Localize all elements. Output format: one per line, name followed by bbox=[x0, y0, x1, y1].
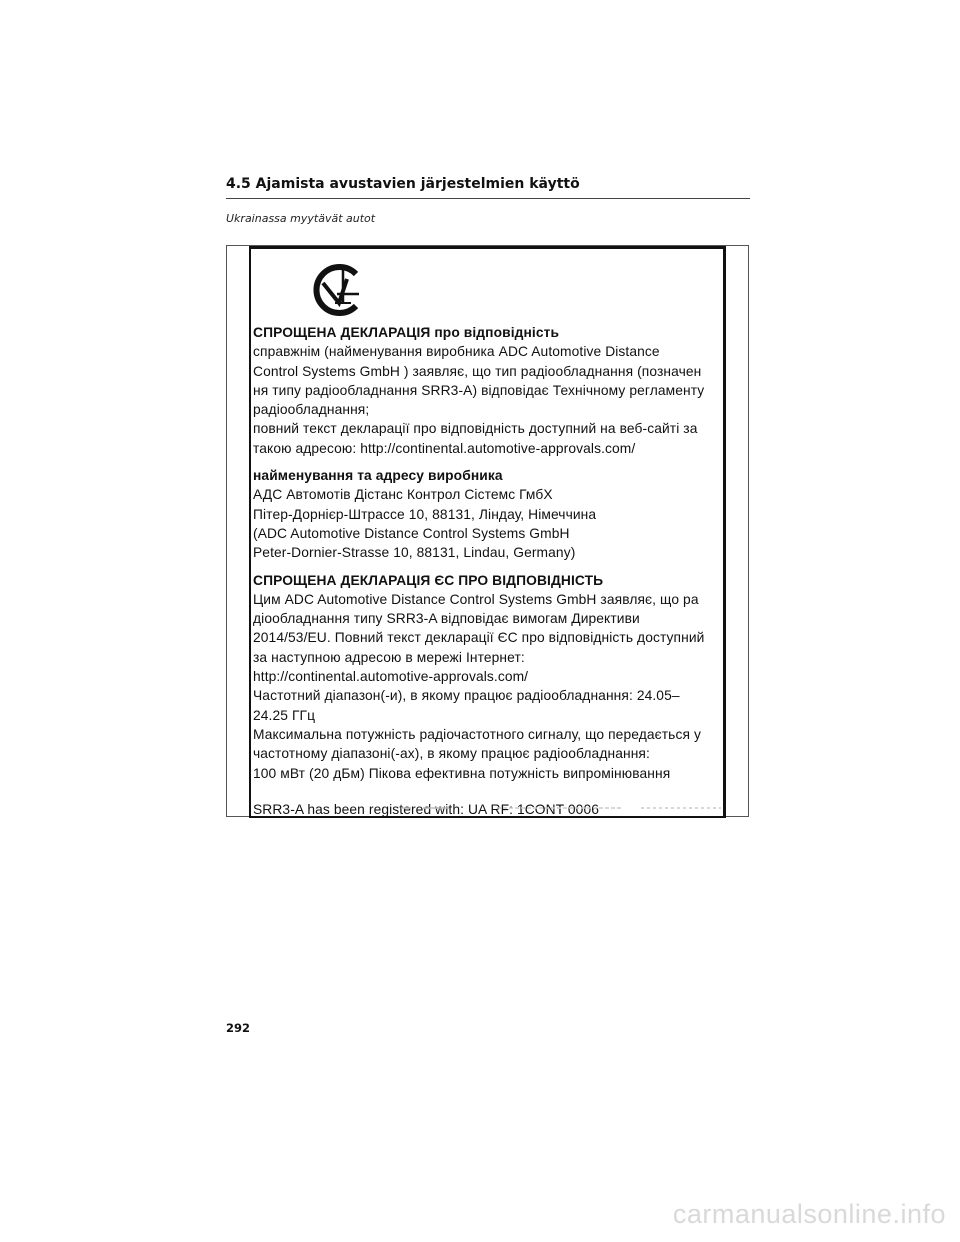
declaration-line: Control Systems GmbH ) заявляє, що тип радіообладнання (позначен bbox=[253, 363, 702, 379]
declaration-text bbox=[253, 323, 723, 818]
manufacturer-line: АДС Автомотів Дістанс Контрол Сістемс ГмбХ bbox=[253, 487, 553, 503]
ukrsepro-conformity-mark-icon bbox=[303, 261, 369, 319]
eu-declaration-line: http://continental.automotive-approvals.com/ bbox=[253, 669, 529, 685]
section-subtitle: Ukrainassa myytävät autot bbox=[226, 212, 376, 225]
scan-artifact bbox=[401, 807, 721, 809]
manufacturer-line: Пітер-Дорнієр-Штрассе 10, 88131, Ліндау, Німеччина bbox=[253, 506, 597, 522]
eu-declaration-line: діообладнання типу SRR3-A відповідає вимогам Директиви bbox=[253, 611, 640, 627]
eu-declaration-title: СПРОЩЕНА ДЕКЛАРАЦІЯ ЄС ПРО ВІДПОВІДНІСТЬ bbox=[253, 572, 604, 588]
eu-declaration-line: за наступною адресою в мережі Інтернет: bbox=[253, 649, 525, 665]
eu-declaration-line: Максимальна потужність радіочастотного сигналу, що передається у bbox=[253, 726, 701, 742]
eu-declaration-line: Цим ADC Automotive Distance Control Systems GmbH заявляє, що ра bbox=[253, 591, 699, 607]
simplified-declaration-title: СПРОЩЕНА ДЕКЛАРАЦІЯ про відповідність bbox=[253, 325, 560, 340]
eu-declaration-line: частотному діапазоні(-ах), в якому працює радіообладнання: bbox=[253, 746, 650, 762]
declaration-line: справжнім (найменування виробника ADC Automotive Distance bbox=[253, 344, 660, 360]
declaration-line: ня типу радіообладнання SRR3-A) відповідає Технічному регламенту bbox=[253, 382, 705, 398]
registration-line: SRR3-A has been registered with: UA RF: 1CONT 0006 bbox=[253, 801, 599, 817]
declaration-panel bbox=[249, 246, 726, 818]
manufacturer-line: (ADC Automotive Distance Control Systems GmbH bbox=[253, 525, 570, 541]
page-number: 292 bbox=[226, 1021, 251, 1035]
eu-declaration-line: 2014/53/EU. Повний текст декларації ЄС про відповідність доступний bbox=[253, 630, 705, 646]
eu-declaration-line: Частотний діапазон(-и), в якому працює радіообладнання: 24.05– bbox=[253, 688, 680, 704]
eu-declaration-line: 100 мВт (20 дБм) Пікова ефективна потужність випромінювання bbox=[253, 765, 671, 781]
manufacturer-line: Peter-Dornier-Strasse 10, 88131, Lindau, Germany) bbox=[253, 545, 576, 561]
declaration-line: радіообладнання; bbox=[253, 402, 370, 418]
watermark: carmanualsonline.info bbox=[672, 1199, 946, 1229]
declaration-line: такою адресою: http://continental.automotive-approvals.com/ bbox=[253, 440, 636, 456]
declaration-line: повний текст декларації про відповідність доступний на веб-сайті за bbox=[253, 421, 698, 437]
eu-declaration-line: 24.25 ГГц bbox=[253, 707, 316, 723]
manufacturer-title: найменування та адресу виробника bbox=[253, 468, 503, 484]
section-title: 4.5 Ajamista avustavien järjestelmien käyttö bbox=[226, 176, 750, 199]
